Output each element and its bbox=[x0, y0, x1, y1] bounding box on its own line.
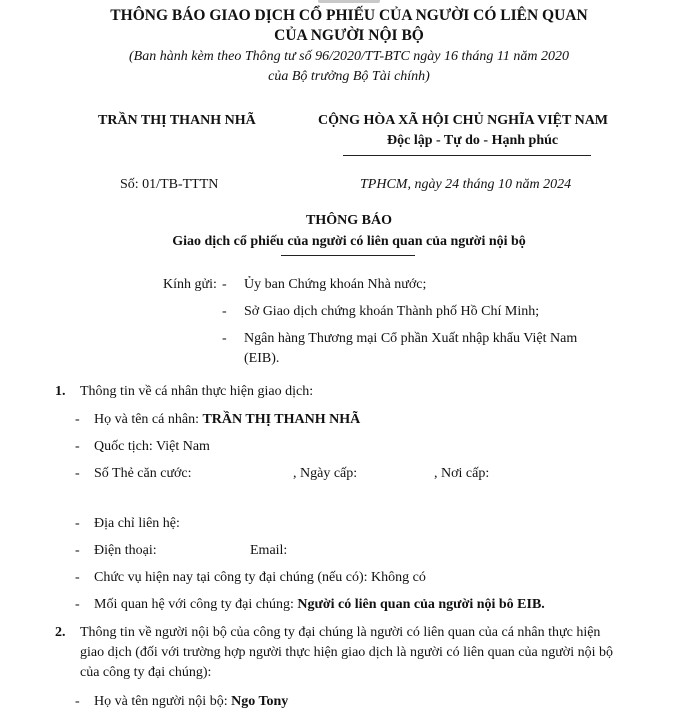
phone-label: Điện thoại: bbox=[94, 543, 157, 558]
bullet-dash: - bbox=[75, 466, 80, 481]
bullet-dash: - bbox=[222, 304, 227, 319]
address-label: Địa chỉ liên hệ: bbox=[94, 516, 180, 531]
relation-row bbox=[94, 597, 545, 613]
section1-heading: Thông tin về cá nhân thực hiện giao dịch: bbox=[80, 384, 314, 399]
person-name-label: Họ và tên cá nhân: bbox=[94, 412, 203, 427]
person-name-row bbox=[94, 412, 360, 428]
id-card-label: Số Thẻ căn cước: bbox=[94, 466, 192, 481]
recipient-item-continuation: (EIB). bbox=[244, 351, 280, 366]
issue-date-label: , Ngày cấp: bbox=[293, 466, 358, 481]
subject-underline bbox=[281, 255, 415, 256]
insider-row bbox=[94, 694, 288, 710]
bullet-dash: - bbox=[75, 516, 80, 531]
doc-title-line2: CỦA NGƯỜI NỘI BỘ bbox=[274, 27, 424, 44]
section2-number: 2. bbox=[55, 625, 66, 640]
recipient-item: Ngân hàng Thương mại Cổ phần Xuất nhập khẩu Việt Nam bbox=[244, 331, 578, 346]
insider-label: Họ và tên người nội bộ: bbox=[94, 694, 232, 709]
bullet-dash: - bbox=[75, 543, 80, 558]
place-date: TPHCM, ngày 24 tháng 10 năm 2024 bbox=[360, 177, 572, 192]
top-stamp-fragment bbox=[318, 0, 380, 3]
motto-underline bbox=[343, 155, 591, 156]
document-number: Số: 01/TB-TTTN bbox=[120, 177, 219, 192]
position-line: Chức vụ hiện nay tại công ty đại chúng (nếu có): Không có bbox=[94, 570, 426, 585]
notice-title: THÔNG BÁO bbox=[306, 213, 392, 228]
bullet-dash: - bbox=[222, 331, 227, 346]
issue-place-label: , Nơi cấp: bbox=[434, 466, 490, 481]
person-name-value: TRẦN THỊ THANH NHÃ bbox=[202, 412, 361, 427]
insider-value: Ngo Tony bbox=[231, 694, 289, 709]
bullet-dash: - bbox=[75, 597, 80, 612]
bullet-dash: - bbox=[75, 694, 80, 709]
section2-line1: Thông tin về người nội bộ của công ty đại chúng là người có liên quan của cá nhân thực hiện bbox=[80, 625, 601, 640]
bullet-dash: - bbox=[75, 412, 80, 427]
recipient-item: Sở Giao dịch chứng khoán Thành phố Hồ Chí Minh; bbox=[244, 304, 540, 319]
bullet-dash: - bbox=[75, 439, 80, 454]
doc-subtitle-line1: (Ban hành kèm theo Thông tư số 96/2020/TT-BTC ngày 16 tháng 11 năm 2020 bbox=[129, 49, 569, 64]
relation-value: Người có liên quan của người nội bô EIB. bbox=[297, 597, 545, 612]
doc-subtitle-line2: của Bộ trưởng Bộ Tài chính) bbox=[268, 69, 430, 84]
relation-label: Mối quan hệ với công ty đại chúng: bbox=[94, 597, 298, 612]
national-motto: Độc lập - Tự do - Hạnh phúc bbox=[387, 133, 559, 148]
notice-subject: Giao dịch cổ phiếu của người có liên quan của người nội bộ bbox=[172, 234, 526, 249]
section1-number: 1. bbox=[55, 384, 66, 399]
email-label: Email: bbox=[250, 543, 288, 558]
section2-line2: giao dịch (đối với trường hợp người thực hiện giao dịch là người có liên quan của người nội bộ bbox=[80, 645, 613, 660]
recipient-item: Ủy ban Chứng khoán Nhà nước; bbox=[244, 277, 427, 292]
section2-line3: của công ty đại chúng): bbox=[80, 665, 212, 680]
nationality: Quốc tịch: Việt Nam bbox=[94, 439, 210, 454]
recipients-label: Kính gửi: bbox=[163, 277, 217, 292]
bullet-dash: - bbox=[222, 277, 227, 292]
national-title: CỘNG HÒA XÃ HỘI CHỦ NGHĨA VIỆT NAM bbox=[318, 113, 609, 128]
bullet-dash: - bbox=[75, 570, 80, 585]
doc-title-line1: THÔNG BÁO GIAO DỊCH CỔ PHIẾU CỦA NGƯỜI CÓ LIÊN QUAN bbox=[110, 7, 588, 24]
sender-name: TRẦN THỊ THANH NHÃ bbox=[98, 113, 256, 128]
